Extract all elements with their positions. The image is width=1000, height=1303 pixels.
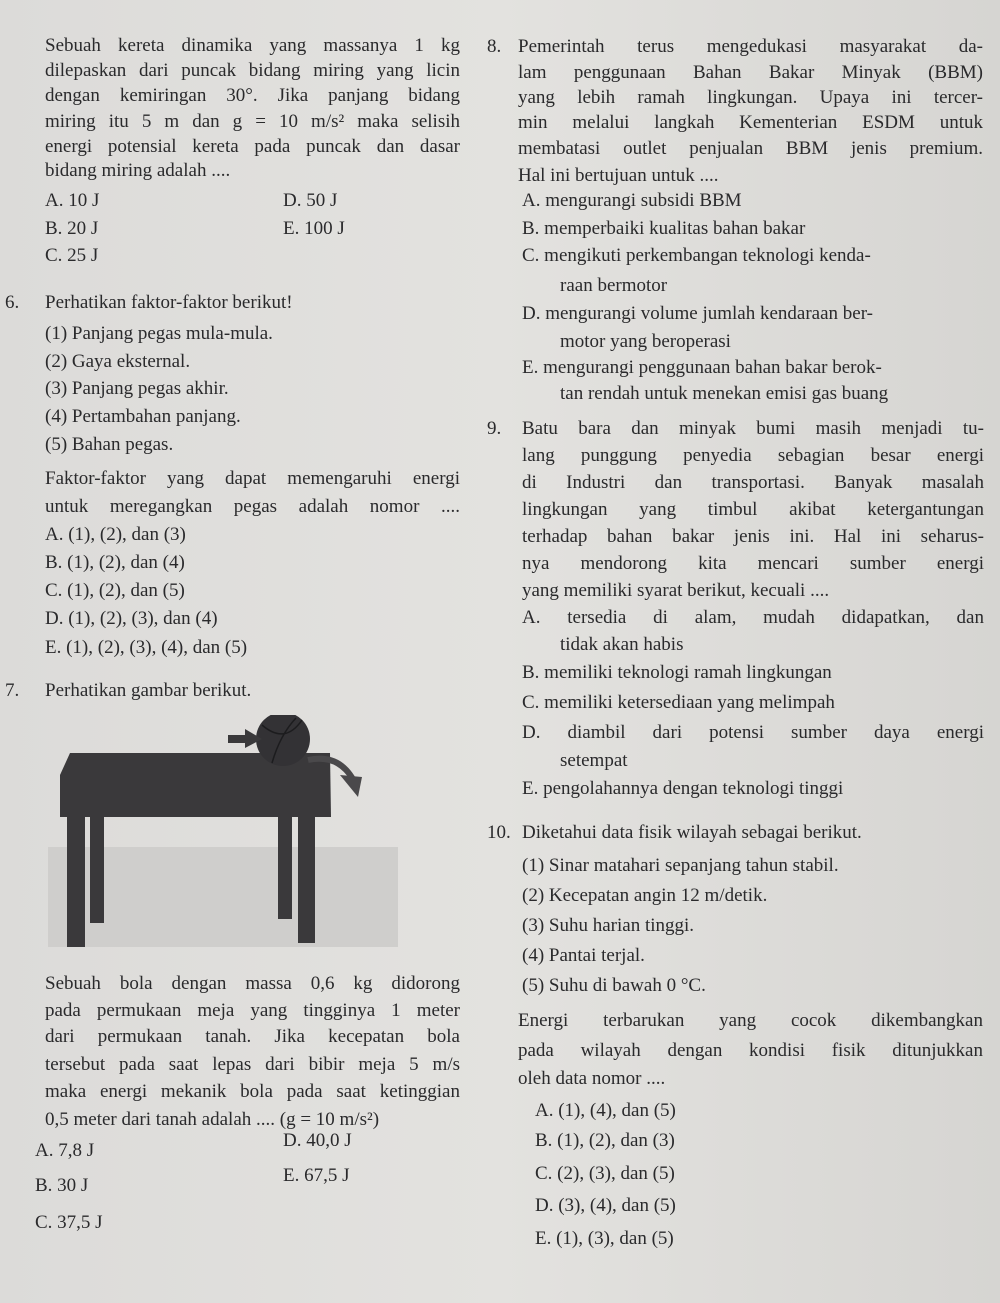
q7-option: A. 7,8 J — [35, 1140, 95, 1161]
q10-option: D. (3), (4), dan (5) — [535, 1195, 676, 1216]
q10-number: 10. — [487, 822, 511, 843]
q5-option: D. 50 J — [283, 190, 338, 211]
q8-stem-line: min melalui langkah Kementerian ESDM untuk — [518, 112, 983, 133]
q5-stem-line: bidang miring adalah .... — [45, 160, 231, 181]
q5-option: C. 25 J — [45, 245, 99, 266]
q6-item: (1) Panjang pegas mula-mula. — [45, 323, 273, 344]
q5-stem-line: energi potensial kereta pada puncak dan dasar — [45, 136, 460, 157]
q8-number: 8. — [487, 36, 502, 57]
q7-stem-line: maka energi mekanik bola pada saat ketinggian — [45, 1081, 460, 1102]
q6-item: (3) Panjang pegas akhir. — [45, 378, 229, 399]
q5-stem-line: Sebuah kereta dinamika yang massanya 1 kg — [45, 35, 460, 56]
q7-option: B. 30 J — [35, 1175, 89, 1196]
q6-item: (2) Gaya eksternal. — [45, 351, 191, 372]
q6-number: 6. — [5, 292, 20, 313]
q9-stem-line: terhadap bahan bakar jenis ini. Hal ini seharus- — [522, 526, 984, 547]
q6-option: D. (1), (2), (3), dan (4) — [45, 608, 218, 629]
q7-number: 7. — [5, 680, 20, 701]
q10-option: C. (2), (3), dan (5) — [535, 1163, 675, 1184]
q10-item: (4) Pantai terjal. — [522, 945, 645, 966]
q9-option: tidak akan habis — [560, 634, 684, 655]
q8-stem-line: yang lebih ramah lingkungan. Upaya ini tercer- — [518, 87, 983, 108]
q5-option: B. 20 J — [45, 218, 99, 239]
table-leg — [278, 815, 292, 919]
q8-option: tan rendah untuk menekan emisi gas buang — [560, 383, 889, 404]
q10-item: (3) Suhu harian tinggi. — [522, 915, 695, 936]
q9-option: B. memiliki teknologi ramah lingkungan — [522, 662, 832, 683]
q10-item: (5) Suhu di bawah 0 °C. — [522, 975, 706, 996]
q7-stem-line: 0,5 meter dari tanah adalah .... (g = 10 m/s²) — [45, 1109, 380, 1130]
q9-option: A. tersedia di alam, mudah didapatkan, dan — [522, 607, 984, 628]
q8-option: B. memperbaiki kualitas bahan bakar — [522, 218, 806, 239]
q6-option: C. (1), (2), dan (5) — [45, 580, 185, 601]
q10-title: Diketahui data fisik wilayah sebagai berikut. — [522, 822, 862, 843]
q10-stem-line: Energi terbarukan yang cocok dikembangkan — [518, 1010, 983, 1031]
q10-option: A. (1), (4), dan (5) — [535, 1100, 676, 1121]
q9-option: setempat — [560, 750, 628, 771]
q8-stem-line: Hal ini bertujuan untuk .... — [518, 165, 719, 186]
q9-option: D. diambil dari potensi sumber daya energi — [522, 722, 984, 743]
q5-stem-line: dengan kemiringan 30°. Jika panjang bidang — [45, 85, 460, 106]
q7-option: E. 67,5 J — [283, 1165, 350, 1186]
q8-option: E. mengurangi penggunaan bahan bakar berok- — [522, 357, 882, 378]
q9-stem-line: lang punggung penyedia sebagian besar energi — [522, 445, 984, 466]
q5-stem-line: dilepaskan dari puncak bidang miring yang licin — [45, 60, 460, 81]
q9-stem-line: yang memiliki syarat berikut, kecuali .... — [522, 580, 830, 601]
q6-title: Perhatikan faktor-faktor berikut! — [45, 292, 293, 313]
q8-stem-line: membatasi outlet penjualan BBM jenis premium. — [518, 138, 983, 159]
q10-item: (2) Kecepatan angin 12 m/detik. — [522, 885, 768, 906]
q10-item: (1) Sinar matahari sepanjang tahun stabil. — [522, 855, 839, 876]
table-leg — [298, 815, 315, 943]
q8-stem-line: Pemerintah terus mengedukasi masyarakat da- — [518, 36, 983, 57]
q8-option: A. mengurangi subsidi BBM — [522, 190, 742, 211]
q6-stem-line: Faktor-faktor yang dapat memengaruhi energi — [45, 468, 460, 489]
q10-stem-line: oleh data nomor .... — [518, 1068, 666, 1089]
q5-stem-line: miring itu 5 m dan g = 10 m/s² maka selisih — [45, 111, 460, 132]
q8-stem-line: lam penggunaan Bahan Bakar Minyak (BBM) — [518, 62, 983, 83]
table-leg — [67, 815, 85, 947]
q6-item: (5) Bahan pegas. — [45, 434, 174, 455]
q6-option: E. (1), (2), (3), (4), dan (5) — [45, 637, 248, 658]
q9-stem-line: Batu bara dan minyak bumi masih menjadi tu- — [522, 418, 984, 439]
table-leg — [90, 815, 104, 923]
q7-option: D. 40,0 J — [283, 1130, 352, 1151]
q6-stem-line: untuk meregangkan pegas adalah nomor .... — [45, 496, 460, 517]
trajectory-arrowhead-icon — [340, 775, 362, 797]
q7-stem-line: tersebut pada saat lepas dari bibir meja 5 m/s — [45, 1054, 460, 1075]
q7-title: Perhatikan gambar berikut. — [45, 680, 252, 701]
q5-option: E. 100 J — [283, 218, 345, 239]
q9-option: C. memiliki ketersediaan yang melimpah — [522, 692, 835, 713]
q8-option: motor yang beroperasi — [560, 331, 731, 352]
q7-stem-line: Sebuah bola dengan massa 0,6 kg didorong — [45, 973, 460, 994]
q10-option: B. (1), (2), dan (3) — [535, 1130, 675, 1151]
q9-option: E. pengolahannya dengan teknologi tinggi — [522, 778, 844, 799]
q8-option: C. mengikuti perkembangan teknologi kenda- — [522, 245, 871, 266]
q6-option: B. (1), (2), dan (4) — [45, 552, 185, 573]
q9-stem-line: nya mendorong kita mencari sumber energi — [522, 553, 984, 574]
q8-option: D. mengurangi volume jumlah kendaraan ber- — [522, 303, 873, 324]
q10-option: E. (1), (3), dan (5) — [535, 1228, 674, 1249]
q8-option: raan bermotor — [560, 275, 668, 296]
q9-stem-line: lingkungan yang timbul akibat ketergantungan — [522, 499, 984, 520]
q6-option: A. (1), (2), dan (3) — [45, 524, 186, 545]
q9-number: 9. — [487, 418, 502, 439]
q7-stem-line: pada permukaan meja yang tingginya 1 meter — [45, 1000, 460, 1021]
q10-stem-line: pada wilayah dengan kondisi fisik ditunjukkan — [518, 1040, 983, 1061]
q7-option: C. 37,5 J — [35, 1212, 103, 1233]
q9-stem-line: di Industri dan transportasi. Banyak masalah — [522, 472, 984, 493]
q7-stem-line: dari permukaan tanah. Jika kecepatan bola — [45, 1026, 460, 1047]
q6-item: (4) Pertambahan panjang. — [45, 406, 241, 427]
q5-option: A. 10 J — [45, 190, 100, 211]
table-ball-figure — [40, 715, 460, 955]
